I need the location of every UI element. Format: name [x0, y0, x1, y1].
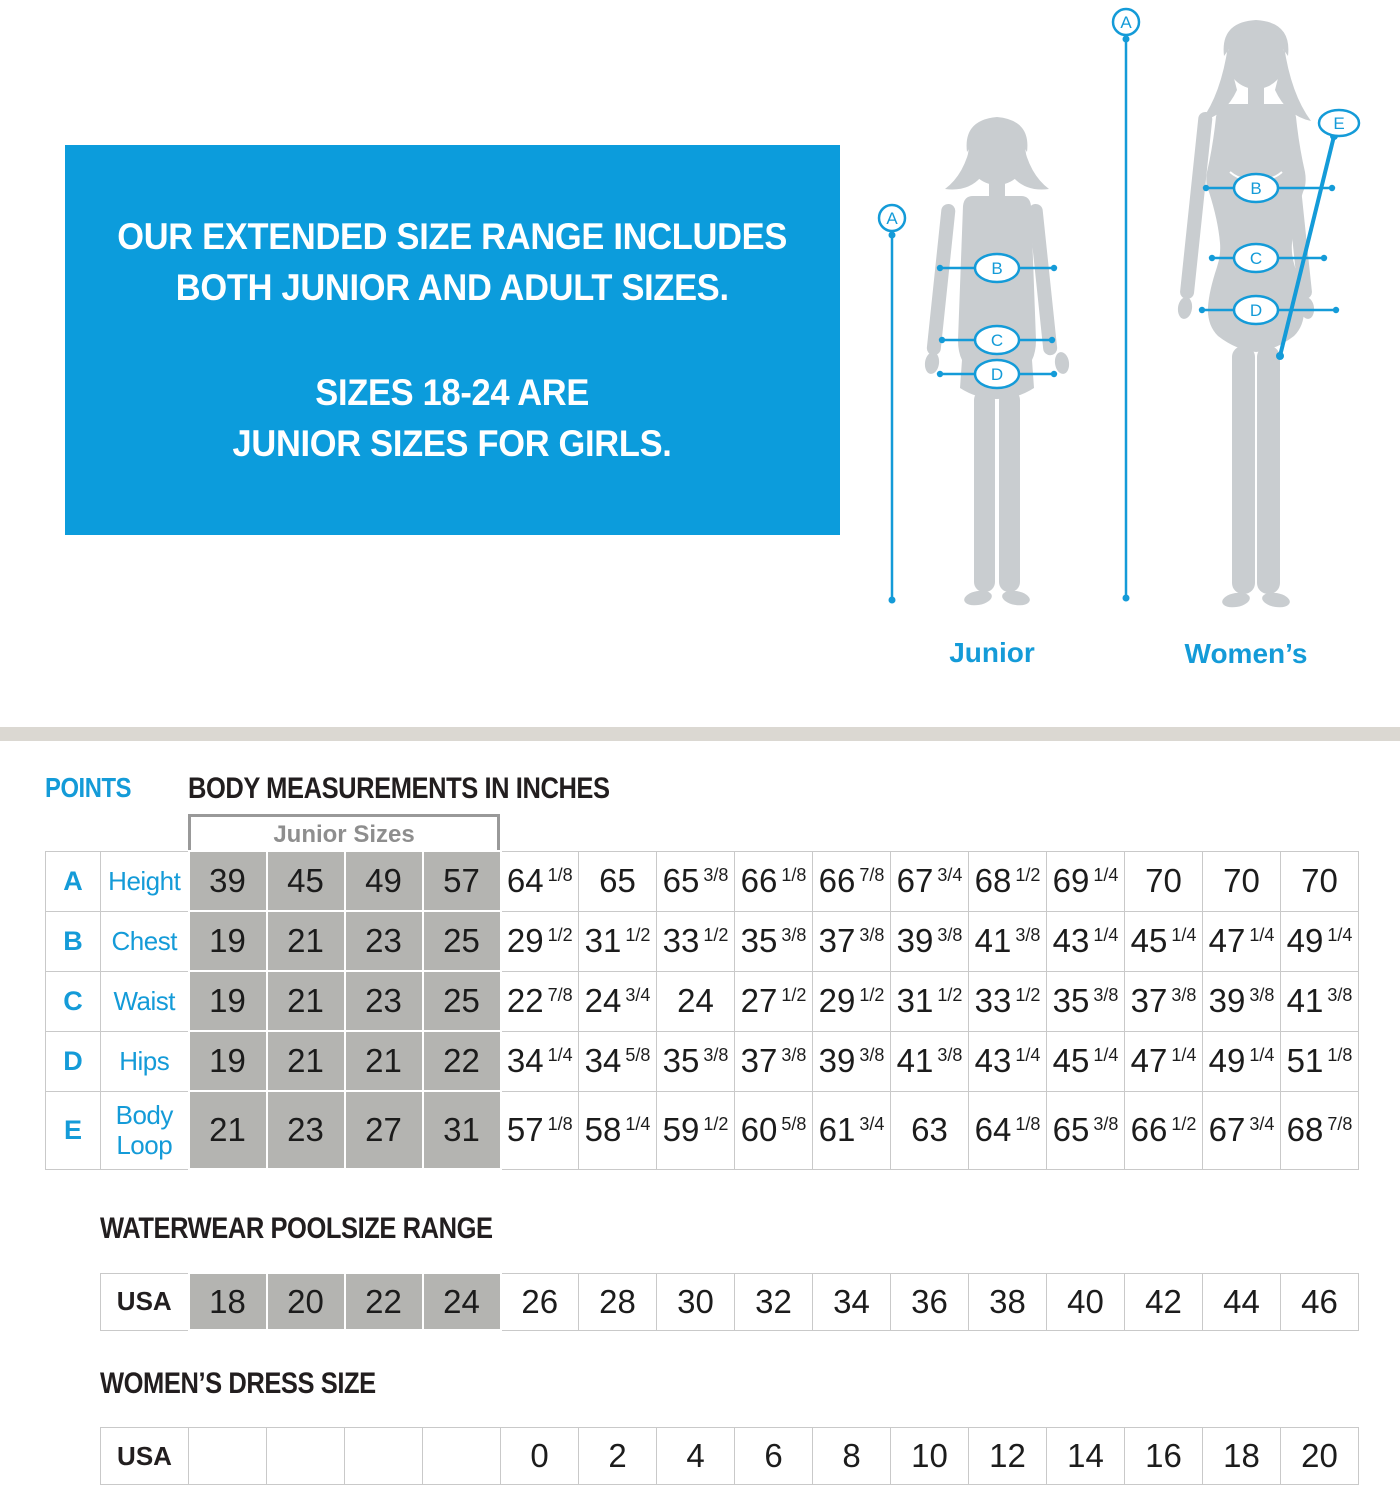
- adult-size-cell: 60 $^{5/8}$: [735, 1091, 813, 1169]
- junior-size-cell: 23: [345, 911, 423, 971]
- adult-size-cell: 65: [579, 851, 657, 911]
- dress-size-cell: 10: [891, 1428, 969, 1485]
- adult-size-cell: 67 $^{3/4}$: [891, 851, 969, 911]
- marker-c-letter: C: [990, 331, 1004, 350]
- points-label: POINTS: [45, 772, 132, 803]
- adult-size-cell: 57 $^{1/8}$: [501, 1091, 579, 1169]
- body-measurements-row: [46, 1091, 1359, 1169]
- junior-size-cell: 23: [345, 971, 423, 1031]
- adult-size-cell: 34 $^{5/8}$: [579, 1031, 657, 1091]
- adult-size-cell: 66 $^{1/8}$: [735, 851, 813, 911]
- point-label-cell: Height: [101, 851, 189, 911]
- marker-a-letter: A: [1120, 13, 1132, 32]
- junior-size-cell: 25: [423, 971, 501, 1031]
- dress-size-title: WOMEN’S DRESS SIZE: [100, 1367, 376, 1400]
- adult-poolsize-cell: 44: [1203, 1273, 1281, 1330]
- adult-size-cell: 65 $^{3/8}$: [1047, 1091, 1125, 1169]
- adult-size-cell: 29 $^{1/2}$: [501, 911, 579, 971]
- body-measurements-table: [45, 850, 1359, 1170]
- junior-size-cell: 23: [267, 1091, 345, 1169]
- adult-size-cell: 66 $^{7/8}$: [813, 851, 891, 911]
- dress-size-table: [100, 1427, 1359, 1485]
- adult-size-cell: 65 $^{3/8}$: [657, 851, 735, 911]
- adult-size-cell: 41 $^{3/8}$: [1281, 971, 1359, 1031]
- adult-poolsize-cell: 28: [579, 1273, 657, 1330]
- adult-poolsize-cell: 30: [657, 1273, 735, 1330]
- junior-sizes-bracket: [188, 814, 500, 850]
- junior-size-cell: 22: [423, 1031, 501, 1091]
- junior-size-cell: 21: [267, 1031, 345, 1091]
- adult-size-cell: 37 $^{3/8}$: [813, 911, 891, 971]
- dress-size-cell: 4: [657, 1428, 735, 1485]
- marker-d-letter: D: [1249, 301, 1263, 320]
- adult-size-cell: 33 $^{1/2}$: [657, 911, 735, 971]
- adult-size-cell: 66 $^{1/2}$: [1125, 1091, 1203, 1169]
- adult-size-cell: 67 $^{3/4}$: [1203, 1091, 1281, 1169]
- dress-size-cell: 2: [579, 1428, 657, 1485]
- body-measurements-tbody: [46, 851, 1359, 1169]
- usa-label-cell: USA: [101, 1428, 189, 1485]
- table-header-row: [45, 772, 1375, 808]
- poolsize-table: [100, 1272, 1359, 1331]
- adult-size-cell: 47 $^{1/4}$: [1203, 911, 1281, 971]
- junior-size-cell: 21: [267, 911, 345, 971]
- poolsize-title: WATERWEAR POOLSIZE RANGE: [100, 1212, 493, 1245]
- dress-size-cell: 6: [735, 1428, 813, 1485]
- adult-size-cell: 24 $^{3/4}$: [579, 971, 657, 1031]
- adult-size-cell: 33 $^{1/2}$: [969, 971, 1047, 1031]
- adult-size-cell: 24: [657, 971, 735, 1031]
- adult-size-cell: 49 $^{1/4}$: [1203, 1031, 1281, 1091]
- adult-size-cell: 70: [1125, 851, 1203, 911]
- adult-size-cell: 35 $^{3/8}$: [735, 911, 813, 971]
- adult-size-cell: 35 $^{3/8}$: [657, 1031, 735, 1091]
- dress-size-cell: 20: [1281, 1428, 1359, 1485]
- junior-size-cell: 45: [267, 851, 345, 911]
- junior-poolsize-cell: 18: [189, 1273, 267, 1330]
- adult-size-cell: 34 $^{1/4}$: [501, 1031, 579, 1091]
- adult-size-cell: 64 $^{1/8}$: [969, 1091, 1047, 1169]
- junior-poolsize-cell: 22: [345, 1273, 423, 1330]
- adult-size-cell: 47 $^{1/4}$: [1125, 1031, 1203, 1091]
- adult-size-cell: 39 $^{3/8}$: [813, 1031, 891, 1091]
- dress-size-cell: 18: [1203, 1428, 1281, 1485]
- adult-size-cell: 64 $^{1/8}$: [501, 851, 579, 911]
- adult-size-cell: 41 $^{3/8}$: [969, 911, 1047, 971]
- adult-size-cell: 35 $^{3/8}$: [1047, 971, 1125, 1031]
- adult-size-cell: 37 $^{3/8}$: [735, 1031, 813, 1091]
- dress-size-cell: 0: [501, 1428, 579, 1485]
- adult-size-cell: 39 $^{3/8}$: [1203, 971, 1281, 1031]
- poolsize-row: [101, 1273, 1359, 1330]
- adult-poolsize-cell: 46: [1281, 1273, 1359, 1330]
- adult-size-cell: 31 $^{1/2}$: [579, 911, 657, 971]
- junior-poolsize-cell: 24: [423, 1273, 501, 1330]
- size-tables-section: [45, 772, 1375, 1485]
- point-letter-cell: C: [46, 971, 101, 1031]
- marker-b-letter: B: [991, 259, 1003, 278]
- junior-size-cell: 21: [345, 1031, 423, 1091]
- dress-size-cell: 14: [1047, 1428, 1125, 1485]
- point-label-cell: Hips: [101, 1031, 189, 1091]
- adult-size-cell: 41 $^{3/8}$: [891, 1031, 969, 1091]
- adult-size-cell: 49 $^{1/4}$: [1281, 911, 1359, 971]
- point-letter-cell: B: [46, 911, 101, 971]
- adult-size-cell: 68 $^{7/8}$: [1281, 1091, 1359, 1169]
- point-letter-cell: E: [46, 1091, 101, 1169]
- marker-e-letter: E: [1333, 114, 1345, 133]
- point-label-cell: Body Loop: [101, 1091, 189, 1169]
- banner-line: SIZES 18-24 ARE: [315, 372, 590, 413]
- point-label-cell: Chest: [101, 911, 189, 971]
- adult-poolsize-cell: 26: [501, 1273, 579, 1330]
- womens-figure-label: Women’s: [1184, 638, 1308, 669]
- adult-size-cell: 51 $^{1/8}$: [1281, 1031, 1359, 1091]
- womens-figure-diagram: [1106, 6, 1386, 670]
- marker-d-letter: D: [990, 365, 1004, 384]
- body-measurements-row: [46, 1031, 1359, 1091]
- banner-line: BOTH JUNIOR AND ADULT SIZES.: [176, 267, 729, 308]
- marker-c-letter: C: [1249, 249, 1263, 268]
- adult-size-cell: 43 $^{1/4}$: [1047, 911, 1125, 971]
- adult-poolsize-cell: 34: [813, 1273, 891, 1330]
- junior-size-cell: 31: [423, 1091, 501, 1169]
- junior-size-cell: 49: [345, 851, 423, 911]
- adult-size-cell: 59 $^{1/2}$: [657, 1091, 735, 1169]
- junior-size-cell: 21: [189, 1091, 267, 1169]
- junior-size-cell: 27: [345, 1091, 423, 1169]
- junior-size-cell: 19: [189, 1031, 267, 1091]
- body-measurements-row: [46, 971, 1359, 1031]
- body-measurements-row: [46, 911, 1359, 971]
- adult-size-cell: 27 $^{1/2}$: [735, 971, 813, 1031]
- adult-size-cell: 63: [891, 1091, 969, 1169]
- adult-size-cell: 22 $^{7/8}$: [501, 971, 579, 1031]
- adult-size-cell: 45 $^{1/4}$: [1047, 1031, 1125, 1091]
- marker-a-letter: A: [886, 209, 898, 228]
- adult-size-cell: 37 $^{3/8}$: [1125, 971, 1203, 1031]
- junior-size-cell: 25: [423, 911, 501, 971]
- point-letter-cell: A: [46, 851, 101, 911]
- adult-size-cell: 58 $^{1/4}$: [579, 1091, 657, 1169]
- body-measurements-title: BODY MEASUREMENTS IN INCHES: [188, 772, 610, 805]
- banner-line: JUNIOR SIZES FOR GIRLS.: [232, 423, 673, 464]
- junior-size-cell: 39: [189, 851, 267, 911]
- adult-poolsize-cell: 40: [1047, 1273, 1125, 1330]
- adult-size-cell: 61 $^{3/4}$: [813, 1091, 891, 1169]
- adult-size-cell: 69 $^{1/4}$: [1047, 851, 1125, 911]
- body-measurements-row: [46, 851, 1359, 911]
- junior-size-cell: 19: [189, 911, 267, 971]
- junior-figure-svg: [872, 100, 1112, 620]
- adult-size-cell: 70: [1281, 851, 1359, 911]
- dress-size-cell: 16: [1125, 1428, 1203, 1485]
- adult-size-cell: 29 $^{1/2}$: [813, 971, 891, 1031]
- section-divider: [0, 727, 1400, 741]
- adult-size-cell: 45 $^{1/4}$: [1125, 911, 1203, 971]
- banner-line: OUR EXTENDED SIZE RANGE INCLUDES: [117, 216, 788, 257]
- marker-b-letter: B: [1250, 179, 1262, 198]
- adult-poolsize-cell: 42: [1125, 1273, 1203, 1330]
- junior-size-cell: 21: [267, 971, 345, 1031]
- adult-poolsize-cell: 36: [891, 1273, 969, 1330]
- usa-label-cell: USA: [101, 1273, 189, 1330]
- point-label-cell: Waist: [101, 971, 189, 1031]
- dress-size-cell: 8: [813, 1428, 891, 1485]
- adult-size-cell: 43 $^{1/4}$: [969, 1031, 1047, 1091]
- point-letter-cell: D: [46, 1031, 101, 1091]
- junior-poolsize-cell: 20: [267, 1273, 345, 1330]
- dress-size-cell: 12: [969, 1428, 1047, 1485]
- junior-size-cell: 19: [189, 971, 267, 1031]
- adult-size-cell: 68 $^{1/2}$: [969, 851, 1047, 911]
- top-section: [0, 0, 1400, 727]
- adult-poolsize-cell: 38: [969, 1273, 1047, 1330]
- womens-figure-svg: [1106, 6, 1386, 621]
- junior-figure-label: Junior: [949, 637, 1035, 668]
- info-banner: [65, 145, 840, 535]
- adult-size-cell: 31 $^{1/2}$: [891, 971, 969, 1031]
- adult-size-cell: 39 $^{3/8}$: [891, 911, 969, 971]
- junior-sizes-bracket-label: Junior Sizes: [273, 821, 415, 848]
- junior-size-cell: 57: [423, 851, 501, 911]
- adult-poolsize-cell: 32: [735, 1273, 813, 1330]
- junior-figure-diagram: [872, 100, 1112, 669]
- adult-size-cell: 70: [1203, 851, 1281, 911]
